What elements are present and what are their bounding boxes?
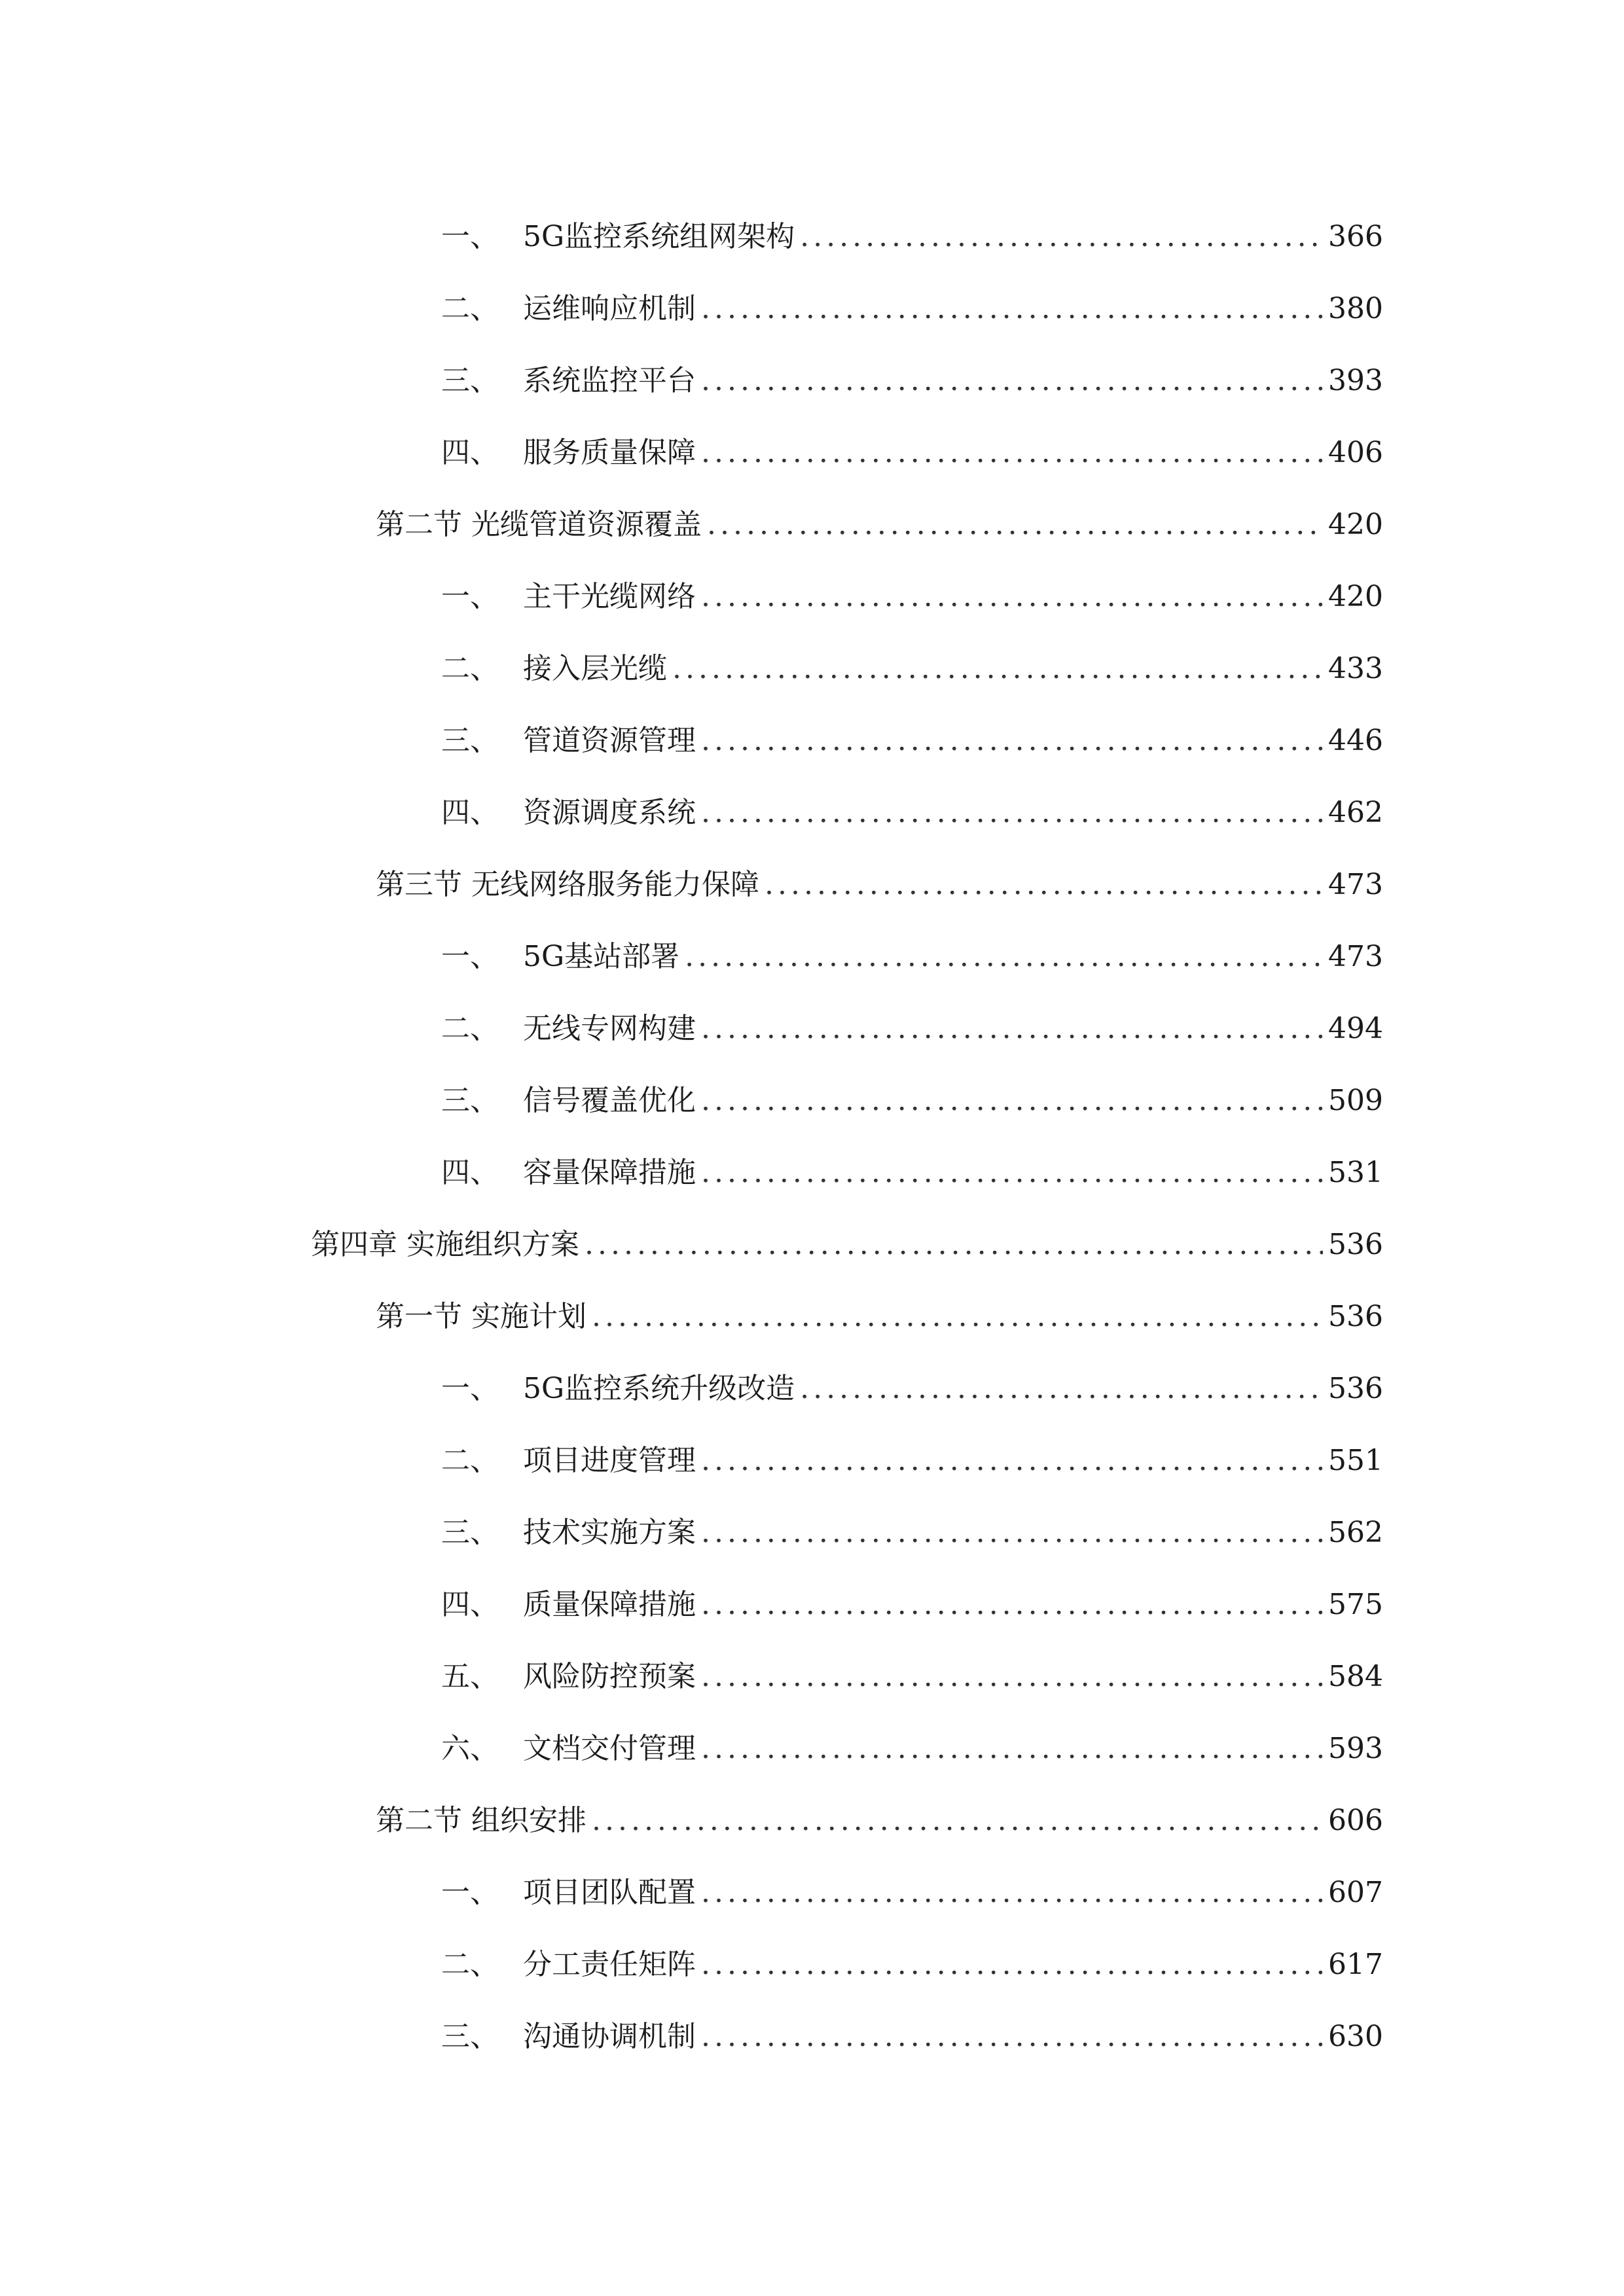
toc-leader-dots bbox=[701, 577, 1323, 617]
toc-entry-number: 四、 bbox=[441, 796, 499, 829]
toc-entry-number: 三、 bbox=[441, 1516, 499, 1549]
toc-entry-number: 三、 bbox=[441, 364, 499, 397]
toc-leader-dots bbox=[765, 865, 1323, 905]
toc-entry-number: 三、 bbox=[441, 1084, 499, 1117]
toc-entry[interactable] bbox=[441, 1644, 1383, 1696]
toc-entry-title: 服务质量保障 bbox=[523, 436, 696, 469]
toc-entry-title: 管道资源管理 bbox=[523, 724, 696, 757]
toc-leader-dots bbox=[701, 1153, 1323, 1193]
toc-entry-page: 536 bbox=[1328, 1300, 1383, 1333]
toc-leader-dots bbox=[701, 289, 1323, 329]
toc-entry[interactable] bbox=[441, 420, 1383, 473]
toc-entry[interactable] bbox=[441, 996, 1383, 1049]
toc-entry-title: 第三节 无线网络服务能力保障 bbox=[376, 868, 759, 901]
toc-entry[interactable] bbox=[441, 1428, 1383, 1480]
toc-entry[interactable] bbox=[441, 1716, 1383, 1768]
toc-leader-dots bbox=[685, 937, 1323, 977]
toc-leader-dots bbox=[701, 1441, 1323, 1480]
toc-leader-dots bbox=[592, 1801, 1323, 1840]
toc-entry-title: 无线专网构建 bbox=[523, 1012, 696, 1045]
toc-entry[interactable] bbox=[376, 1788, 1383, 1840]
toc-entry-title: 容量保障措施 bbox=[523, 1156, 696, 1189]
toc-entry[interactable] bbox=[441, 2004, 1383, 2056]
toc-entry-title: 接入层光缆 bbox=[523, 652, 667, 685]
toc-entry[interactable] bbox=[441, 564, 1383, 617]
toc-entry-title: 5G监控系统升级改造 bbox=[523, 1372, 795, 1405]
toc-entry-title: 信号覆盖优化 bbox=[523, 1084, 696, 1117]
toc-entry-title: 资源调度系统 bbox=[523, 796, 696, 829]
toc-entry-number: 二、 bbox=[441, 292, 499, 325]
toc-entry[interactable] bbox=[441, 1572, 1383, 1624]
toc-entry-title: 分工责任矩阵 bbox=[523, 1948, 696, 1981]
toc-entry-title: 沟通协调机制 bbox=[523, 2020, 696, 2053]
toc-leader-dots bbox=[701, 793, 1323, 833]
toc-entry[interactable] bbox=[441, 780, 1383, 833]
toc-entry-number: 一、 bbox=[441, 1372, 499, 1405]
toc-leader-dots bbox=[701, 1873, 1323, 1912]
toc-entry-number: 四、 bbox=[441, 436, 499, 469]
toc-leader-dots bbox=[672, 649, 1323, 689]
toc-entry-page: 473 bbox=[1328, 868, 1383, 901]
toc-entry-page: 462 bbox=[1328, 796, 1383, 829]
toc-entry-page: 393 bbox=[1328, 364, 1383, 397]
toc-entry-page: 433 bbox=[1328, 652, 1383, 685]
toc-entry-page: 406 bbox=[1328, 436, 1383, 469]
toc-entry-title: 项目进度管理 bbox=[523, 1444, 696, 1477]
toc-entry-number: 二、 bbox=[441, 652, 499, 685]
toc-entry-page: 562 bbox=[1328, 1516, 1383, 1549]
toc-leader-dots bbox=[585, 1225, 1323, 1265]
toc-entry-number: 一、 bbox=[441, 220, 499, 253]
toc-entry-page: 473 bbox=[1328, 940, 1383, 973]
toc-entry-title: 文档交付管理 bbox=[523, 1732, 696, 1765]
toc-entry-number: 二、 bbox=[441, 1012, 499, 1045]
toc-entry[interactable] bbox=[441, 1068, 1383, 1121]
toc-entry-page: 420 bbox=[1328, 580, 1383, 613]
toc-entry[interactable] bbox=[376, 1284, 1383, 1336]
toc-entry-title: 5G监控系统组网架构 bbox=[523, 220, 795, 253]
toc-entry-title: 5G基站部署 bbox=[523, 940, 680, 973]
toc-entry-number: 一、 bbox=[441, 580, 499, 613]
toc-leader-dots bbox=[701, 433, 1323, 473]
toc-entry-number: 二、 bbox=[441, 1948, 499, 1981]
toc-leader-dots bbox=[701, 1729, 1323, 1768]
toc-leader-dots bbox=[701, 721, 1323, 761]
toc-entry-page: 551 bbox=[1328, 1444, 1383, 1477]
toc-entry[interactable] bbox=[441, 924, 1383, 977]
toc-entry-number: 四、 bbox=[441, 1156, 499, 1189]
toc-entry-page: 606 bbox=[1328, 1804, 1383, 1837]
toc-entry-page: 575 bbox=[1328, 1588, 1383, 1621]
toc-entry-number: 一、 bbox=[441, 1876, 499, 1909]
toc-entry-page: 607 bbox=[1328, 1876, 1383, 1909]
toc-entry-title: 运维响应机制 bbox=[523, 292, 696, 325]
toc-entry-title: 质量保障措施 bbox=[523, 1588, 696, 1621]
toc-entry[interactable] bbox=[376, 492, 1383, 545]
toc-leader-dots bbox=[707, 505, 1323, 545]
toc-entry-page: 446 bbox=[1328, 724, 1383, 757]
toc-entry[interactable] bbox=[441, 348, 1383, 401]
toc-entry-page: 531 bbox=[1328, 1156, 1383, 1189]
toc-leader-dots bbox=[701, 361, 1323, 401]
toc-entry-page: 494 bbox=[1328, 1012, 1383, 1045]
toc-entry[interactable] bbox=[441, 204, 1383, 257]
toc-entry-number: 一、 bbox=[441, 940, 499, 973]
toc-entry[interactable] bbox=[441, 276, 1383, 329]
toc-entry-title: 第一节 实施计划 bbox=[376, 1300, 586, 1333]
toc-entry-title: 主干光缆网络 bbox=[523, 580, 696, 613]
toc-entry-page: 593 bbox=[1328, 1732, 1383, 1765]
toc-leader-dots bbox=[701, 1585, 1323, 1624]
toc-entry-number: 六、 bbox=[441, 1732, 499, 1765]
toc-entry-page: 420 bbox=[1328, 508, 1383, 541]
toc-entry[interactable] bbox=[311, 1212, 1383, 1265]
toc-entry[interactable] bbox=[441, 1140, 1383, 1193]
toc-entry[interactable] bbox=[441, 1356, 1383, 1408]
toc-entry-page: 536 bbox=[1328, 1228, 1383, 1261]
toc-leader-dots bbox=[701, 1009, 1323, 1049]
toc-entry-page: 536 bbox=[1328, 1372, 1383, 1405]
toc-entry-title: 系统监控平台 bbox=[523, 364, 696, 397]
toc-entry[interactable] bbox=[441, 636, 1383, 689]
toc-entry-number: 三、 bbox=[441, 724, 499, 757]
toc-entry-title: 第二节 组织安排 bbox=[376, 1804, 586, 1837]
toc-entry[interactable] bbox=[441, 708, 1383, 761]
toc-entry-page: 584 bbox=[1328, 1660, 1383, 1693]
toc-entry[interactable] bbox=[441, 1932, 1383, 1984]
toc-entry-number: 四、 bbox=[441, 1588, 499, 1621]
toc-entry-page: 617 bbox=[1328, 1948, 1383, 1981]
toc-entry-number: 二、 bbox=[441, 1444, 499, 1477]
toc-entry-title: 第二节 光缆管道资源覆盖 bbox=[376, 508, 702, 541]
toc-entry[interactable] bbox=[376, 852, 1383, 905]
toc-entry-page: 630 bbox=[1328, 2020, 1383, 2053]
toc-entry-title: 技术实施方案 bbox=[523, 1516, 696, 1549]
toc-leader-dots bbox=[592, 1297, 1323, 1336]
toc-entry[interactable] bbox=[441, 1500, 1383, 1552]
toc-leader-dots bbox=[800, 1369, 1323, 1408]
toc-leader-dots bbox=[701, 1081, 1323, 1121]
toc-leader-dots bbox=[701, 1657, 1323, 1696]
toc-leader-dots bbox=[701, 1945, 1323, 1984]
toc-entry-title: 第四章 实施组织方案 bbox=[311, 1228, 579, 1261]
toc-entry-title: 项目团队配置 bbox=[523, 1876, 696, 1909]
toc-entry[interactable] bbox=[441, 1860, 1383, 1912]
toc-entry-page: 380 bbox=[1328, 292, 1383, 325]
toc-entry-number: 三、 bbox=[441, 2020, 499, 2053]
toc-leader-dots bbox=[800, 217, 1323, 257]
toc-entry-page: 366 bbox=[1328, 220, 1383, 253]
toc-entry-page: 509 bbox=[1328, 1084, 1383, 1117]
toc-entry-number: 五、 bbox=[441, 1660, 499, 1693]
toc-leader-dots bbox=[701, 1513, 1323, 1552]
toc-entry-title: 风险防控预案 bbox=[523, 1660, 696, 1693]
toc-leader-dots bbox=[701, 2017, 1323, 2056]
